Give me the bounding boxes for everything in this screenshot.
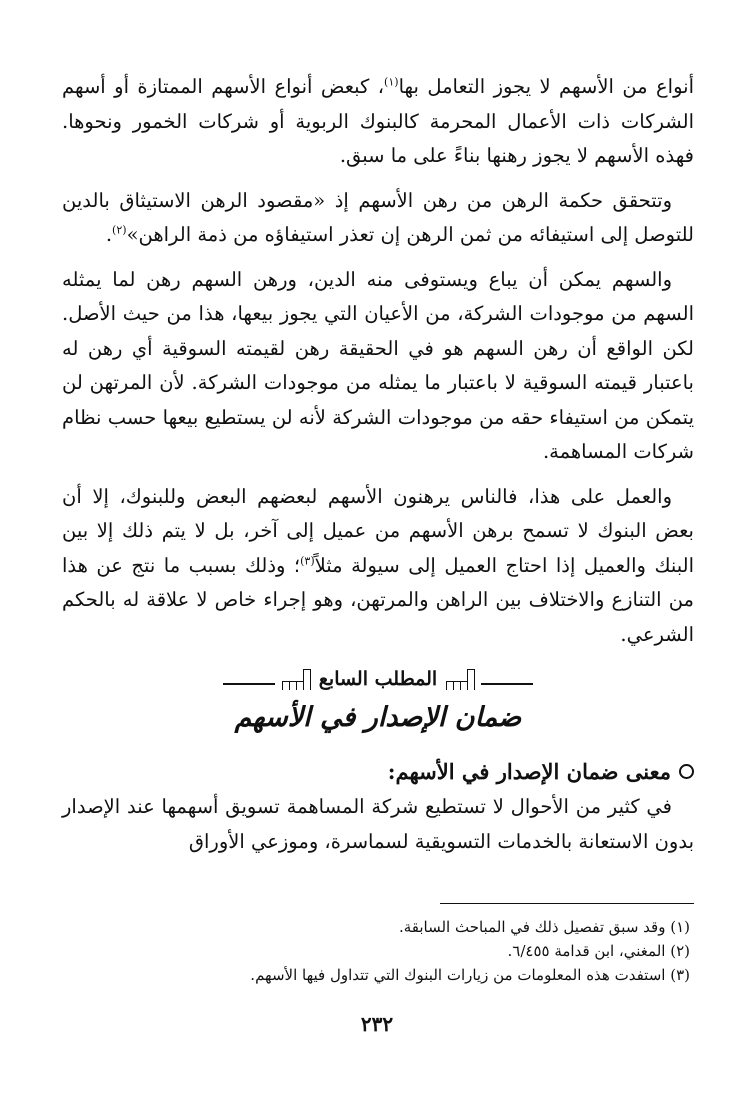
footnote-1: (١) وقد سبق تفصيل ذلك في المباحث السابقة. (398, 918, 690, 936)
footnote-divider (440, 903, 694, 904)
bars-ornament-icon (281, 668, 311, 690)
paragraph-2-text: وتتحقق حكمة الرهن من رهن الأسهم إذ «مقصود الرهن الاستيثاق بالدين للتوصل إلى استيفائه من ثمن الرهن إن تعذر استيفاؤه من ذمة الراهن» (62, 188, 694, 246)
footnote-3: (٣) استفدت هذه المعلومات من زيارات البنوك التي تتداول فيها الأسهم. (250, 966, 690, 984)
section-title: ضمان الإصدار في الأسهم (234, 702, 522, 733)
section-header (62, 662, 694, 696)
section-label: المطلب السابع (318, 668, 438, 690)
page-body (62, 70, 694, 869)
paragraph-4 (62, 480, 694, 653)
bars-ornament-icon (445, 668, 475, 690)
divider-right (481, 683, 533, 685)
paragraph-2 (62, 184, 694, 253)
divider-left (223, 683, 275, 685)
paragraph-4-text: والعمل على هذا، فالناس يرهنون الأسهم لبعضهم البعض وللبنوك، إلا أن بعض البنوك لا تسمح برهن الأسهم من عميل إلى آخر، بل لا يتم ذلك إلا بين البنك والعميل إذا احتاج العميل إلى سيولة مثلاً (62, 484, 695, 577)
footnotes (62, 915, 694, 987)
footnote-2: (٢) المغني، ابن قدامة ٦/٤٥٥. (507, 942, 690, 960)
circle-bullet-icon (679, 764, 694, 779)
paragraph-1-rest: ، كبعض أنواع الأسهم الممتازة أو أسهم الشركات ذات الأعمال المحرمة كالبنوك الربوية أو شركات الخمور ونحوها. فهذه الأسهم لا يجوز رهنها بناءً على ما سبق. (62, 75, 694, 167)
paragraph-1-text: أنواع من الأسهم لا يجوز التعامل بها (398, 75, 694, 98)
paragraph-5: في كثير من الأحوال لا تستطيع شركة المساهمة تسويق أسهمها عند الإصدار بدون الاستعانة بالخدمات التسويقية لسماسرة، وموزعي الأوراق (62, 795, 694, 853)
subsection-heading (62, 759, 694, 784)
paragraph-3: والسهم يمكن أن يباع ويستوفى منه الدين، ورهن السهم رهن لما يمثله السهم من موجودات الشركة، من الأعيان التي يجوز بيعها، هذا من حيث الأصل. لكن الواقع أن رهن السهم هو في الحقيقة رهن لقيمته السوقية أي رهن له باعتبار قيمته السوقية لا باعتبار ما يمثله من موجودات الشركة. لأن المرتهن لن يتمكن من استيفاء حقه من موجودات الشركة لأنه لن يستطيع بيعها حسب نظام شركات المساهمة. (62, 267, 694, 463)
page-number: ٢٣٢ (360, 1012, 394, 1036)
footnote-ref-2[interactable]: (٢) (112, 223, 127, 237)
subsection-heading-text: معنى ضمان الإصدار في الأسهم: (387, 759, 671, 784)
footnote-ref-3[interactable]: (٣) (300, 554, 315, 567)
footnote-ref-1[interactable]: (١) (384, 75, 399, 89)
paragraph-4-rest: ؛ وذلك بسبب ما نتج عن هذا من التنازع والاختلاف بين الراهن والمرتهن، وهو إجراء خاص لا علاقة له بالحكم الشرعي. (62, 553, 694, 646)
paragraph-2-end: . (105, 223, 113, 246)
paragraph-1 (62, 70, 694, 174)
